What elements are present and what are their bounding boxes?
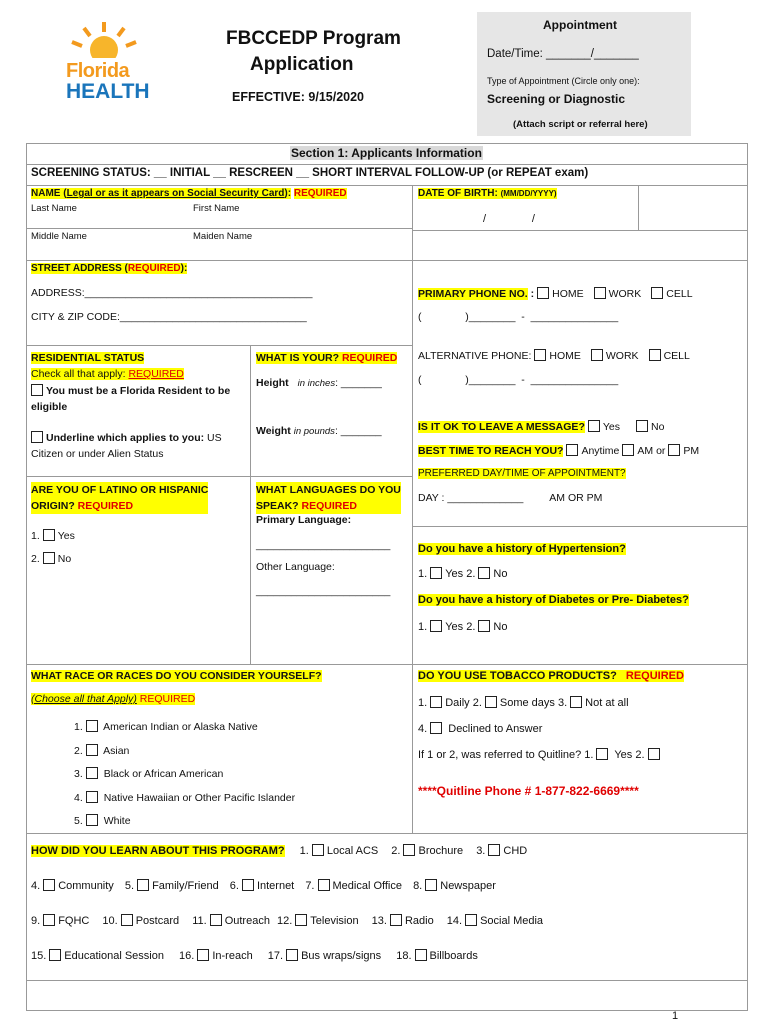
other-language-field[interactable]: _______________________ <box>256 585 391 597</box>
alt-cell-checkbox[interactable] <box>649 349 661 361</box>
tobacco-declined-option[interactable]: 4. Declined to Answer <box>418 723 543 735</box>
tobacco-options: 1. Daily 2. Some days 3. Not at all <box>418 697 629 709</box>
diabetes-options: 1. Yes 2. No <box>418 621 508 633</box>
hypertension-options: 1. Yes 2. No <box>418 568 508 580</box>
learn-checkbox[interactable] <box>465 914 477 926</box>
learn-checkbox[interactable] <box>425 879 437 891</box>
page-title <box>226 26 401 78</box>
learn-checkbox[interactable] <box>286 949 298 961</box>
quitline-no-checkbox[interactable] <box>648 748 660 760</box>
tobacco-question: DO YOU USE TOBACCO PRODUCTS? REQUIRED <box>418 670 684 682</box>
diabetes-no-checkbox[interactable] <box>478 620 490 632</box>
alt-home-checkbox[interactable] <box>534 349 546 361</box>
am-checkbox[interactable] <box>622 444 634 456</box>
last-name-label[interactable]: Last Name <box>31 203 77 214</box>
learn-row-4: 15. Educational Session 16. In-reach 17. Bus wraps/signs 18. Billboards <box>31 950 478 962</box>
race-options <box>74 716 295 834</box>
message-no-checkbox[interactable] <box>636 420 648 432</box>
race-option[interactable]: 3. Black or African American <box>74 768 224 780</box>
preferred-time-question: PREFERRED DAY/TIME OF APPOINTMENT? <box>418 468 626 479</box>
message-yes-checkbox[interactable] <box>588 420 600 432</box>
logo-text-florida: Florida <box>66 60 130 82</box>
dob-field[interactable]: / / <box>483 213 535 225</box>
alt-work-checkbox[interactable] <box>591 349 603 361</box>
race-option[interactable]: 4. Native Hawaiian or Other Pacific Islander <box>74 791 296 804</box>
learn-checkbox[interactable] <box>318 879 330 891</box>
quitline-referral: If 1 or 2, was referred to Quitline? 1. Yes 2. <box>418 748 663 761</box>
quitline-yes-checkbox[interactable] <box>596 748 608 760</box>
name-legal-note: Legal or as it appears on Social Security Card <box>66 188 285 199</box>
check-all-label: Check all that apply: REQUIRED <box>31 368 184 380</box>
learn-checkbox[interactable] <box>210 914 222 926</box>
dob-label: DATE OF BIRTH: (MM/DD/YYYY) <box>418 188 557 199</box>
leave-message-question: IS IT OK TO LEAVE A MESSAGE? Yes No <box>418 421 665 433</box>
attach-note: (Attach script or referral here) <box>513 119 648 130</box>
race-checkbox[interactable] <box>86 814 98 826</box>
primary-work-checkbox[interactable] <box>594 287 606 299</box>
title-line-1: FBCCEDP Program <box>226 28 401 49</box>
learn-checkbox[interactable] <box>197 949 209 961</box>
citizen-option[interactable]: Underline which applies to you: US Citizen or under Alien Status <box>31 432 222 460</box>
race-option[interactable]: 2. Asian <box>74 744 130 757</box>
florida-resident-checkbox[interactable] <box>31 384 43 396</box>
other-language-label: Other Language: <box>256 561 335 573</box>
learn-checkbox[interactable] <box>43 914 55 926</box>
weight-field[interactable]: Weight in pounds: _______ <box>256 425 382 437</box>
residential-status-title: RESIDENTIAL STATUS <box>31 352 145 364</box>
maiden-name-label[interactable]: Maiden Name <box>193 231 253 242</box>
logo-text-health: HEALTH <box>66 80 150 103</box>
primary-cell-checkbox[interactable] <box>651 287 663 299</box>
tobacco-daily-checkbox[interactable] <box>430 696 442 708</box>
language-question: WHAT LANGUAGES DO YOU SPEAK? REQUIRED <box>256 484 401 512</box>
primary-language-field[interactable]: _______________________ <box>256 539 391 551</box>
appointment-title: Appointment <box>543 18 617 32</box>
learn-checkbox[interactable] <box>49 949 61 961</box>
latino-no-checkbox[interactable] <box>43 552 55 564</box>
title-line-2: Application <box>250 54 354 75</box>
diabetes-question: Do you have a history of Diabetes or Pre- Diabetes? <box>418 594 689 606</box>
learn-checkbox[interactable] <box>242 879 254 891</box>
learn-checkbox[interactable] <box>312 844 324 856</box>
tobacco-some-checkbox[interactable] <box>485 696 497 708</box>
required-name: REQUIRED <box>293 188 347 199</box>
anytime-checkbox[interactable] <box>566 444 578 456</box>
learn-checkbox[interactable] <box>43 879 55 891</box>
race-option[interactable]: 1. American Indian or Alaska Native <box>74 721 258 733</box>
learn-checkbox[interactable] <box>121 914 133 926</box>
hypertension-question: Do you have a history of Hypertension? <box>418 543 626 555</box>
race-question: WHAT RACE OR RACES DO YOU CONSIDER YOURSELF? <box>31 670 322 682</box>
learn-row-2: 4. Community 5. Family/Friend 6. Internet 7. Medical Office 8. Newspaper <box>31 880 496 892</box>
primary-language-label: Primary Language: <box>256 514 352 526</box>
height-field[interactable]: Height in inches: _______ <box>256 377 382 389</box>
alternative-phone-field[interactable]: ( )________ - _______________ <box>418 374 619 386</box>
tobacco-not-checkbox[interactable] <box>570 696 582 708</box>
race-checkbox[interactable] <box>86 767 98 779</box>
best-time-question: BEST TIME TO REACH YOU? Anytime AM or PM <box>418 445 700 457</box>
primary-phone-field[interactable]: ( )________ - _______________ <box>418 311 619 323</box>
appointment-box <box>477 12 691 136</box>
first-name-label[interactable]: First Name <box>193 203 240 214</box>
citizen-checkbox[interactable] <box>31 431 43 443</box>
diabetes-yes-checkbox[interactable] <box>430 620 442 632</box>
what-is-your-label: WHAT IS YOUR? REQUIRED <box>256 352 398 364</box>
appointment-type-label: Type of Appointment (Circle only one): <box>487 76 640 86</box>
screening-status[interactable]: SCREENING STATUS: __ INITIAL __ RESCREEN __ SHORT INTERVAL FOLLOW-UP (or REPEAT exam) <box>31 167 589 179</box>
address-field[interactable]: ADDRESS:_______________________________________ <box>31 287 313 299</box>
page-number: 1 <box>672 1010 679 1022</box>
learn-checkbox[interactable] <box>415 949 427 961</box>
primary-phone: PRIMARY PHONE NO. : HOME WORK CELL <box>418 288 693 300</box>
learn-checkbox[interactable] <box>137 879 149 891</box>
florida-resident-option[interactable]: You must be a Florida Resident to be eligible <box>31 385 231 413</box>
section-1-title: Section 1: Applicants Information <box>291 146 482 160</box>
latino-no-option[interactable]: 2. No <box>31 553 72 565</box>
race-option[interactable]: 5. White <box>74 815 131 827</box>
primary-home-checkbox[interactable] <box>537 287 549 299</box>
quitline-phone: ****Quitline Phone # 1-877-822-6669**** <box>418 784 639 798</box>
learn-row-3: 9. FQHC 10. Postcard 11. Outreach 12. Television 13. Radio 14. Social Media <box>31 915 544 927</box>
alternative-phone: ALTERNATIVE PHONE: HOME WORK CELL <box>418 350 690 362</box>
appointment-type-value[interactable]: Screening or Diagnostic <box>487 92 626 106</box>
race-checkbox[interactable] <box>86 720 98 732</box>
street-address-label: STREET ADDRESS (REQUIRED): <box>31 263 188 274</box>
race-choose-all: (Choose all that Apply) REQUIRED <box>31 693 196 705</box>
learn-checkbox[interactable] <box>295 914 307 926</box>
learn-row-1: HOW DID YOU LEARN ABOUT THIS PROGRAM? 1. Local ACS 2. Brochure 3. CHD <box>31 845 528 857</box>
appointment-datetime[interactable]: Date/Time: _______/_______ <box>487 48 639 60</box>
hypertension-no-checkbox[interactable] <box>478 567 490 579</box>
name-label: NAME (Legal or as it appears on Social Security Card): REQUIRED <box>31 188 347 199</box>
latino-yes-checkbox[interactable] <box>43 529 55 541</box>
preferred-day-field[interactable]: DAY : _____________ AM OR PM <box>418 492 603 504</box>
tobacco-declined-checkbox[interactable] <box>430 722 442 734</box>
learn-checkbox[interactable] <box>403 844 415 856</box>
learn-checkbox[interactable] <box>390 914 402 926</box>
middle-name-label[interactable]: Middle Name <box>31 231 87 242</box>
race-checkbox[interactable] <box>86 791 98 803</box>
latino-question: ARE YOU OF LATINO OR HISPANIC ORIGIN? REQUIRED <box>31 484 209 512</box>
race-checkbox[interactable] <box>86 744 98 756</box>
learn-checkbox[interactable] <box>488 844 500 856</box>
learn-question: HOW DID YOU LEARN ABOUT THIS PROGRAM? <box>31 845 285 857</box>
florida-health-logo <box>64 20 150 106</box>
effective-date: EFFECTIVE: 9/15/2020 <box>232 90 365 104</box>
hypertension-yes-checkbox[interactable] <box>430 567 442 579</box>
city-zip-field[interactable]: CITY & ZIP CODE:________________________________ <box>31 311 307 323</box>
pm-checkbox[interactable] <box>668 444 680 456</box>
latino-yes-option[interactable]: 1. Yes <box>31 530 75 542</box>
